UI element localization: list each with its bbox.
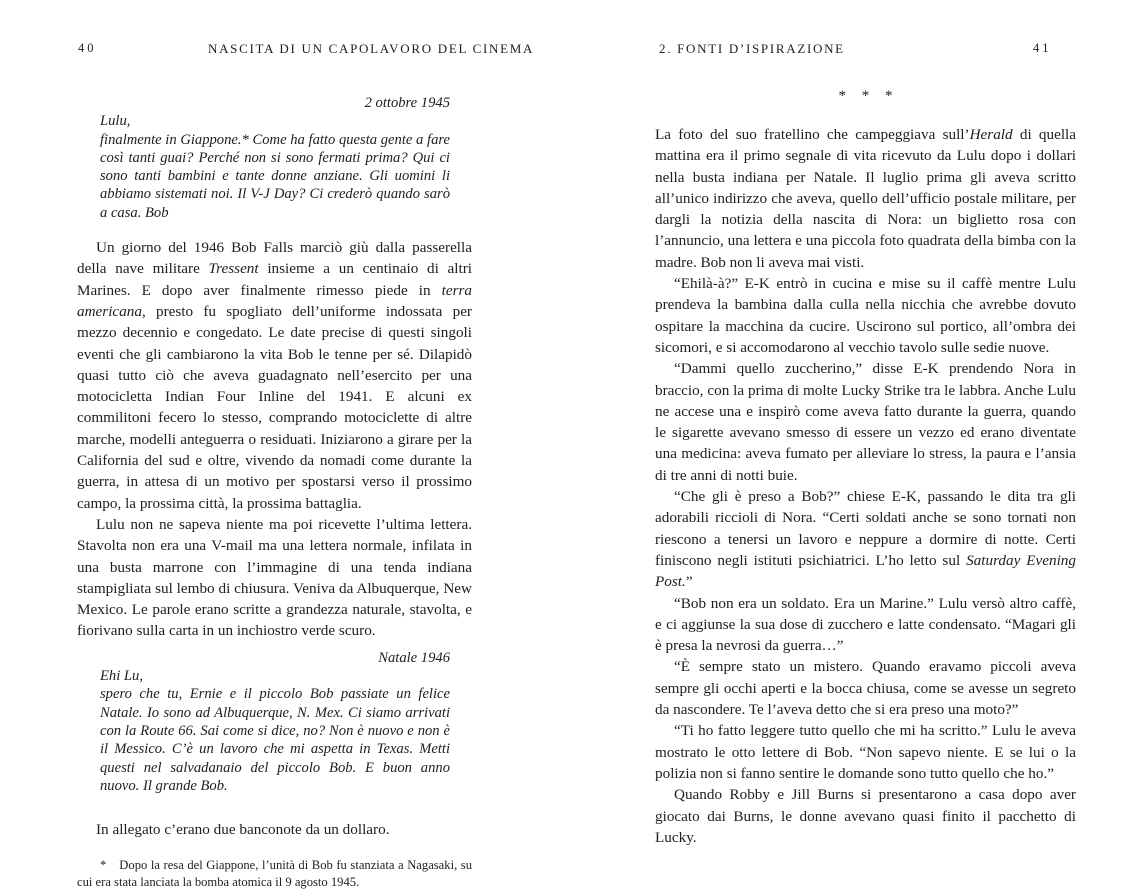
paragraph: “Ti ho fatto leggere tutto quello che mi ha scritto.” Lulu le aveva mostrato le otto lettere di Bob. “Non sapevo niente. E se lui o la polizia non si fanno sentire le domande sono tutto quello che ho.” — [655, 722, 1076, 782]
paragraph: “Ehilà-à?” E-K entrò in cucina e mise su il caffè mentre Lulu prendeva la bambina dalla culla nella nicchia che avrebbe dovuto ospitare la macchina da cucire. Uscirono sul portico, all’ombra dei sicomori, e si accomodarono al vecchio tavolo sulle sedie nuove. — [655, 275, 1076, 356]
footnote — [77, 857, 472, 890]
left-body-text — [77, 237, 472, 642]
paragraph: La foto del suo fratellino che campeggiava sull’Herald di quella mattina era il primo segnale di vita ricevuto da Lulu dopo i dollari nella busta indiana per Natale. Il luglio prima gli aveva scritto all’unico indirizzo che aveva, quello dell’ufficio postale militare, per dargli la notizia della nascita di Nora: un biglietto rosa con l’annuncio, una lettera e una piccola foto quadrata della bimba con la madre. Bob non li aveva mai visti. — [655, 126, 1077, 271]
footnote-text: Dopo la resa del Giappone, l’unità di Bob fu stanziata a Nagasaki, su cui era stata lanciata la bomba atomica il 9 agosto 1945. — [77, 858, 472, 889]
paragraph: Quando Robby e Jill Burns si presentarono a casa dopo aver giocato dai Burns, le donne avevano quasi finito il pacchetto di Lucky. — [655, 786, 1076, 846]
letter-date: 2 ottobre 1945 — [364, 95, 450, 111]
right-page — [655, 0, 1076, 848]
letter-date: Natale 1946 — [378, 649, 450, 666]
footnote-marker: * — [100, 858, 107, 873]
section-break: * * * — [838, 88, 899, 104]
letter-october-1945 — [100, 94, 450, 222]
paragraph: Un giorno del 1946 Bob Falls marciò giù dalla passerella della nave militare Tressent insieme a un centinaio di altri Marines. E dopo aver finalmente rimesso piede in terra americana, presto fu spogliato dell’uniforme indossata per mezzo decennio e congedato. Le date precise di questi singoli eventi che gli cambiarono la vita Bob le tenne per sé. Dilapidò quasi tutto ciò che aveva guadagnato nell’esercito per una motocicletta Indian Four Inline del 1941. E alcuni ex commilitoni fecero lo stesso, comprando motociclette di altre marche, modelli anteguerra o residuati. Iniziarono a girare per la California del sud e oltre, vivendo da nomadi come durante la guerra, in attesa di un motivo per spostarsi verso il prossimo campo, la prossima città, la prossima battaglia. — [77, 239, 472, 512]
letter-salutation: Lulu, — [100, 113, 131, 130]
paragraph: “Che gli è preso a Bob?” chiese E-K, passando le dita tra gli adorabili riccioli di Nora. “Certi soldati anche se sono tornati non riescono a tenersi un lavoro e neppure a dormire di notte. Certi finiscono negli istituti psichiatrici. L’ho letto sul Saturday Evening Post.” — [655, 488, 1076, 591]
closing-paragraph: In allegato c’erano due banconote da un dollaro. — [96, 821, 390, 839]
left-page-number: 40 — [78, 41, 97, 55]
paragraph: “Bob non era un soldato. Era un Marine.” Lulu versò altro caffè, e ci aggiunse la sua dose di zucchero e latte condensato. “Magari gli è presa la nevrosi da guerra…” — [655, 594, 1076, 655]
left-page — [77, 0, 535, 891]
right-running-header: 2. FONTI D’ISPIRAZIONE — [659, 41, 845, 56]
paragraph: Lulu non ne sapeva niente ma poi ricevette l’ultima lettera. Stavolta non era una V-mail ma una lettera normale, infilata in una busta marrone con l’immagine di una tenda indiana stampigliata sul lembo di chiusura. Veniva da Albuquerque, New Mexico. Le parole erano scritte a grandezza naturale, stavolta, e fiorivano sulla carta in un inchiostro verde scuro. — [77, 515, 472, 640]
right-body-text — [655, 124, 1076, 848]
letter-body: spero che tu, Ernie e il piccolo Bob passiate un felice Natale. Io sono ad Albuquerque, N. Mex. Ci siamo arrivati con la Route 66. Sai come si dice, no? Non è nuovo e non è il Messico. C’è un lavoro che mi aspetta in Texas. Metti questi nel salvadanaio del piccolo Bob. E buon anno nuovo. Il grande Bob. — [100, 686, 450, 794]
letter-body: finalmente in Giappone.* Come ha fatto questa gente a fare così tanti guai? Perché non si sono fermati prima? Qui ci sono tanti bambini e tante donne anziane. Gli uomini li abbiamo sistemati noi. Il V-J Day? Ci crederò quando sarò a casa. Bob — [100, 131, 450, 221]
right-page-number: 41 — [1033, 41, 1052, 55]
letter-christmas-1946 — [100, 649, 450, 795]
letter-salutation: Ehi Lu, — [100, 668, 143, 685]
paragraph: “È sempre stato un mistero. Quando eravamo piccoli aveva sempre gli occhi aperti e la bocca chiusa, come se avesse un segreto da nascondere. Te l’aveva detto che si era preso una moto?” — [655, 658, 1076, 719]
paragraph: “Dammi quello zuccherino,” disse E-K prendendo Nora in braccio, con la prima di molte Lucky Strike tra le labbra. Anche Lulu ne accese una e inspirò come aveva fatto durante la guerra, quando le sigarette avevano smesso di essere un vezzo ed erano diventate una medicina: aveva fumato per alleviare lo stress, la paura e l’ansia di tre anni di notti buie. — [655, 360, 1076, 484]
closing-paragraph-block — [77, 819, 472, 840]
left-running-header: NASCITA DI UN CAPOLAVORO DEL CINEMA — [208, 41, 535, 56]
